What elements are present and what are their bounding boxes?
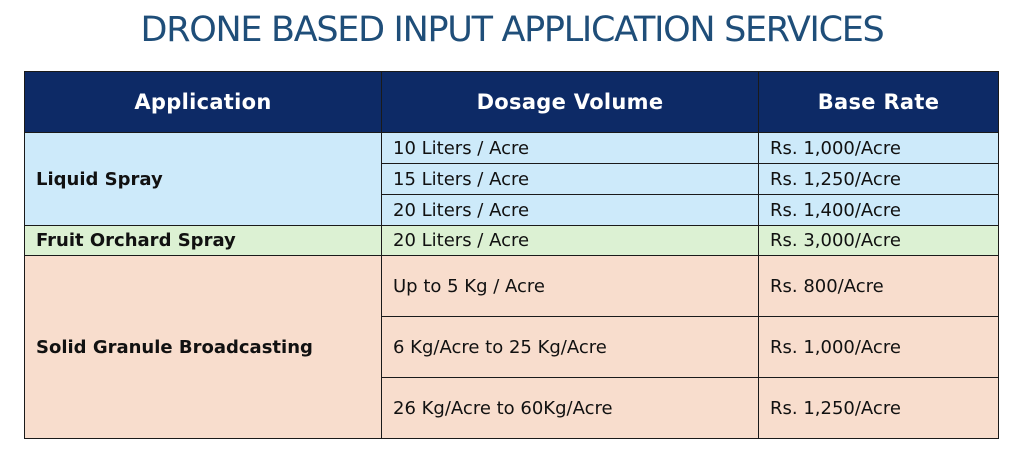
dosage-cell: 10 Liters / Acre — [382, 133, 759, 164]
application-cell-solid-granule-broadcasting: Solid Granule Broadcasting — [25, 256, 382, 439]
rate-cell: Rs. 1,400/Acre — [759, 195, 999, 226]
table-header — [25, 72, 999, 133]
dosage-cell: Up to 5 Kg / Acre — [382, 256, 759, 317]
rate-cell: Rs. 1,000/Acre — [759, 133, 999, 164]
dosage-cell: 20 Liters / Acre — [382, 226, 759, 256]
rate-cell: Rs. 1,000/Acre — [759, 317, 999, 378]
rate-cell: Rs. 1,250/Acre — [759, 164, 999, 195]
header-row — [25, 72, 999, 133]
dosage-cell: 26 Kg/Acre to 60Kg/Acre — [382, 378, 759, 439]
rate-cell: Rs. 1,250/Acre — [759, 378, 999, 439]
page-title: DRONE BASED INPUT APPLICATION SERVICES — [140, 10, 884, 50]
table-row — [25, 133, 999, 164]
application-cell-liquid-spray: Liquid Spray — [25, 133, 382, 226]
dosage-cell: 15 Liters / Acre — [382, 164, 759, 195]
table-row — [25, 226, 999, 256]
column-header-base-rate: Base Rate — [759, 72, 999, 133]
column-header-application: Application — [25, 72, 382, 133]
rate-cell: Rs. 3,000/Acre — [759, 226, 999, 256]
dosage-cell: 20 Liters / Acre — [382, 195, 759, 226]
table-row — [25, 256, 999, 317]
services-rate-table — [24, 71, 999, 439]
dosage-cell: 6 Kg/Acre to 25 Kg/Acre — [382, 317, 759, 378]
table-body — [25, 133, 999, 439]
application-cell-fruit-orchard-spray: Fruit Orchard Spray — [25, 226, 382, 256]
column-header-dosage-volume: Dosage Volume — [382, 72, 759, 133]
rate-cell: Rs. 800/Acre — [759, 256, 999, 317]
